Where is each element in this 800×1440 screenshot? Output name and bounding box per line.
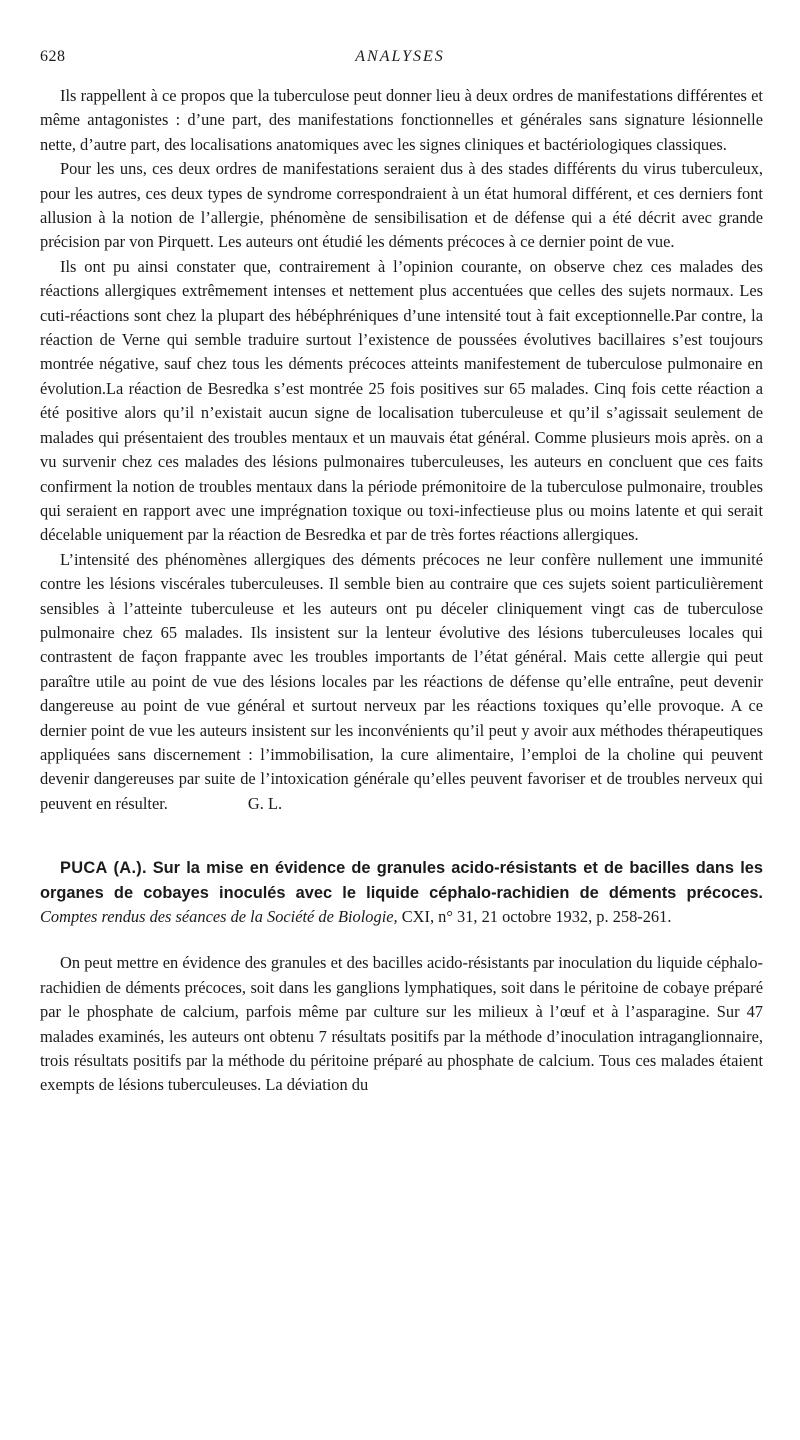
- article2-title: Sur la mise en évidence de granules acido-résistants et de bacilles dans les organes de cobayes inoculés avec le liquide céphalo-rachidien de déments précoces.: [40, 859, 763, 902]
- article1-signature: G. L.: [247, 793, 283, 813]
- page-number: 628: [40, 48, 66, 65]
- article1-paragraph-1: Ils rappellent à ce propos que la tuberculose peut donner lieu à deux ordres de manifestations différentes et même antagonistes : d’une part, des manifestations fonctionnelles et générales sans signature lésionnelle nette, d’autre part, des localisations anatomiques avec les signes cliniques et bactériologiques classiques.: [40, 86, 763, 154]
- running-head: ANALYSES: [355, 48, 445, 65]
- article1-paragraph-2: Pour les uns, ces deux ordres de manifestations seraient dus à des stades différents du virus tuberculeux, pour les autres, ces deux types de syndrome correspondraient à un état humoral différent, et ces derniers font allusion à la notion de l’allergie, phénomène de sensibilisation et de défense qui a été décrit avec grande précision par von Pirquett. Les auteurs ont étudié les déments précoces à ce dernier point de vue.: [40, 159, 763, 252]
- article2-citation: CXI, n° 31, 21 octobre 1932, p. 258-261.: [401, 907, 672, 926]
- article2-abstract: On peut mettre en évidence des granules et des bacilles acido-résistants par inoculation du liquide céphalo-rachidien de déments précoces, soit dans les ganglions lymphatiques, soit dans le péritoine de cobaye préparé par le phosphate de calcium, parfois même par culture sur les milieux à l’œuf et à l’asparagine. Sur 47 malades examinés, les auteurs ont obtenu 7 résultats positifs par la méthode d’inoculation intraganglionnaire, trois résultats positifs par la méthode du péritoine préparé au phosphate de calcium. Tous ces malades étaient exempts de lésions tuberculeuses. La déviation du: [40, 953, 763, 1095]
- article2-heading: [40, 856, 763, 929]
- page-body: [40, 84, 763, 1098]
- article1-paragraph-4: [40, 548, 763, 816]
- article2-author: PUCA (A.).: [60, 859, 147, 878]
- article1-paragraph-4-text: L’intensité des phénomènes allergiques des déments précoces ne leur confère nullement une immunité contre les lésions viscérales tuberculeuses. Il semble bien au contraire que ces sujets soient particulièrement sensibles à l’atteinte tuberculeuse et les auteurs ont pu déceler cliniquement vingt cas de tuberculose pulmonaire chez 65 malades. Ils insistent sur la lenteur évolutive des lésions tuberculeuses locales qui contrastent de façon frappante avec les troubles importants de l’état général. Mais cette allergie qui peut paraître utile au point de vue des lésions locales par les réactions de défense qu’elle entraîne, peut devenir dangereuse au point de vue général et surtout nerveux par les réactions toxiques qu’elle provoque. A ce dernier point de vue les auteurs insistent sur les inconvénients qu’il peut y avoir aux méthodes thérapeutiques appliquées sans discernement : l’immobilisation, la cure alimentaire, l’emploi de la choline qui peuvent devenir dangereuses par suite de l’intoxication générale qu’elles peuvent favoriser et de troubles nerveux qui peuvent en résulter.: [40, 549, 763, 813]
- page-header: [0, 48, 800, 78]
- article1-paragraph-3: Ils ont pu ainsi constater que, contrairement à l’opinion courante, on observe chez ces malades des réactions allergiques extrêmement intenses et nettement plus accentuées que celles des sujets normaux. Les cuti-réactions sont chez la plupart des hébéphréniques d’une intensité tout à fait exceptionnelle.Par contre, la réaction de Verne qui semble traduire surtout l’existence de poussées évolutives bacillaires s’est toujours montrée négative, sauf chez tous les déments précoces atteints manifestement de tuberculose pulmonaire en évolution.La réaction de Besredka s’est montrée 25 fois positives sur 65 malades. Cinq fois cette réaction a été positive alors qu’il n’existait aucun signe de localisation tuberculeuse et qu’il s’agissait seulement de malades qui présentaient des troubles mentaux et un mauvais état général. Comme plusieurs mois après. on a vu survenir chez ces malades des lésions pulmonaires tuberculeuses, les auteurs en concluent que ces faits confirment la notion de troubles mentaux dans la période prémonitoire de la tuberculose pulmonaire, troubles qui seraient en rapport avec une imprégnation toxique ou toxi-infectieuse plus ou moins latente et qui serait décelable uniquement par la réaction de Besredka et par de très fortes réactions allergiques.: [40, 256, 763, 545]
- article2-source: Comptes rendus des séances de la Société de Biologie,: [40, 907, 398, 926]
